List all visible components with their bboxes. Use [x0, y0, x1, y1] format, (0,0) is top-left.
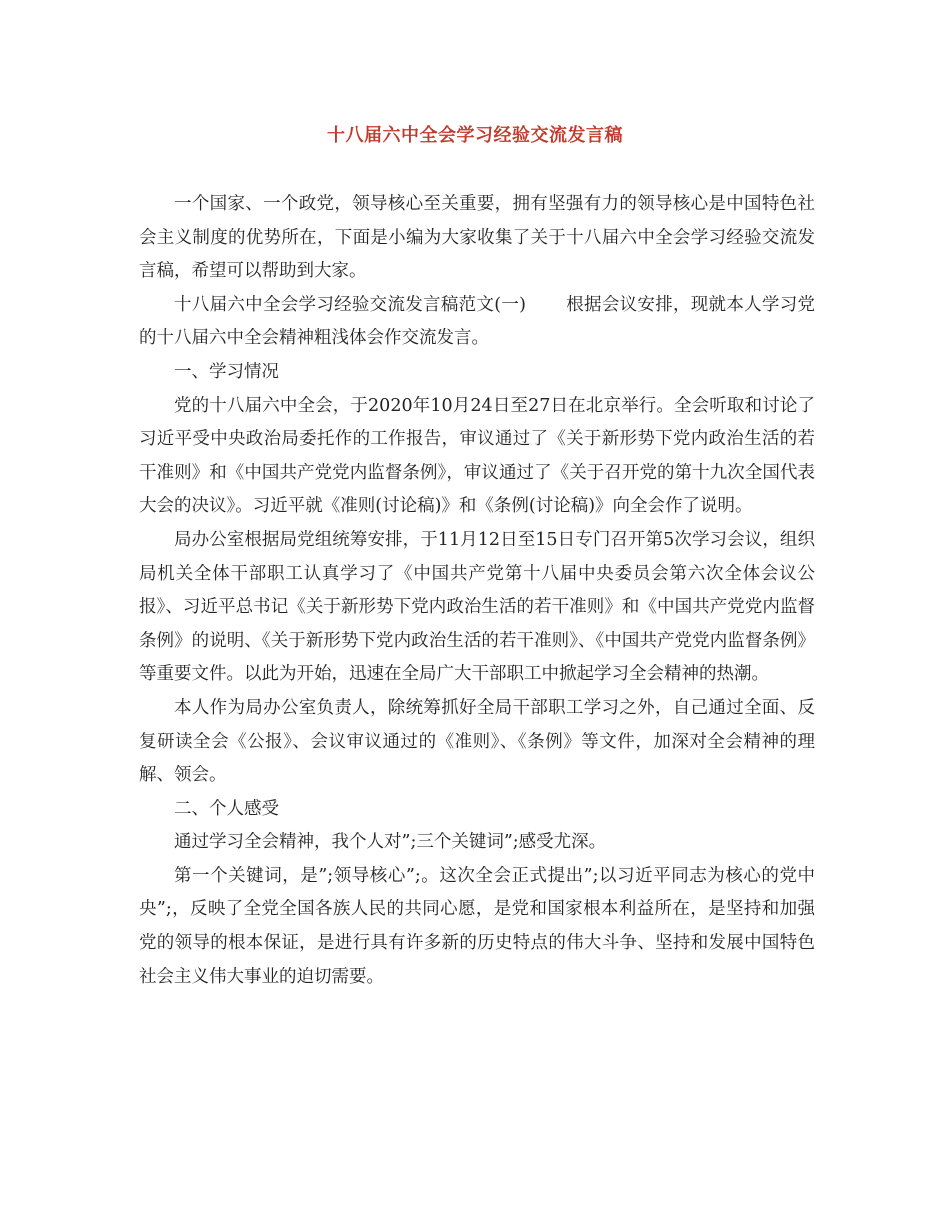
section-heading-feelings: 二、个人感受 [174, 798, 279, 819]
section-heading-study: 一、学习情况 [174, 361, 279, 382]
paragraph-sample-heading [139, 289, 815, 356]
document-body [139, 188, 815, 994]
document-title: 十八届六中全会学习经验交流发言稿 [327, 125, 623, 146]
paragraph-office-study: 局办公室根据局党组统筹安排，于11月12日至15日专门召开第5次学习会议，组织局机关全体干部职工认真学习了《中国共产党第十八届中央委员会第六次全体会议公报》、习近平总书记《关于新形势下党内政治生活的若干准则》和《中国共产党党内监督条例》的说明、《关于新形势下党内政治生活的若干准则》、《中国共产党党内监督条例》等重要文件。以此为开始，迅速在全局广大干部职工中掀起学习全会精神的热潮。 [139, 529, 815, 685]
paragraph-first-keyword: 第一个关键词，是”;领导核心”;。这次全会正式提出”;以习近平同志为核心的党中央”;，反映了全党全国各族人民的共同心愿，是党和国家根本利益所在，是坚持和加强党的领导的根本保证，是进行具有许多新的历史特点的伟大斗争、坚持和发展中国特色社会主义伟大事业的迫切需要。 [139, 865, 815, 987]
paragraph-intro: 一个国家、一个政党，领导核心至关重要，拥有坚强有力的领导核心是中国特色社会主义制度的优势所在，下面是小编为大家收集了关于十八届六中全会学习经验交流发言稿，希望可以帮助到大家。 [139, 194, 815, 282]
paragraph-personal-study: 本人作为局办公室负责人，除统筹抓好全局干部职工学习之外，自己通过全面、反复研读全会《公报》、会议审议通过的《准则》、《条例》等文件，加深对全会精神的理解、领会。 [139, 697, 815, 786]
paragraph-plenum: 党的十八届六中全会，于2020年10月24日至27日在北京举行。全会听取和讨论了习近平受中央政治局委托作的工作报告，审议通过了《关于新形势下党内政治生活的若干准则》和《中国共产党党内监督条例》，审议通过了《关于召开党的第十九次全国代表大会的决议》。习近平就《准则(讨论稿)》和《条例(讨论稿)》向全会作了说明。 [139, 395, 815, 517]
opening-statement: 根据会议安排，现就本人学习党的十八届六中全会精神粗浅体会作交流发言。 [139, 294, 816, 349]
sample-title: 十八届六中全会学习经验交流发言稿范文(一) [174, 294, 526, 315]
paragraph-keywords: 通过学习全会精神，我个人对”;三个关键词”;感受尤深。 [174, 832, 607, 853]
